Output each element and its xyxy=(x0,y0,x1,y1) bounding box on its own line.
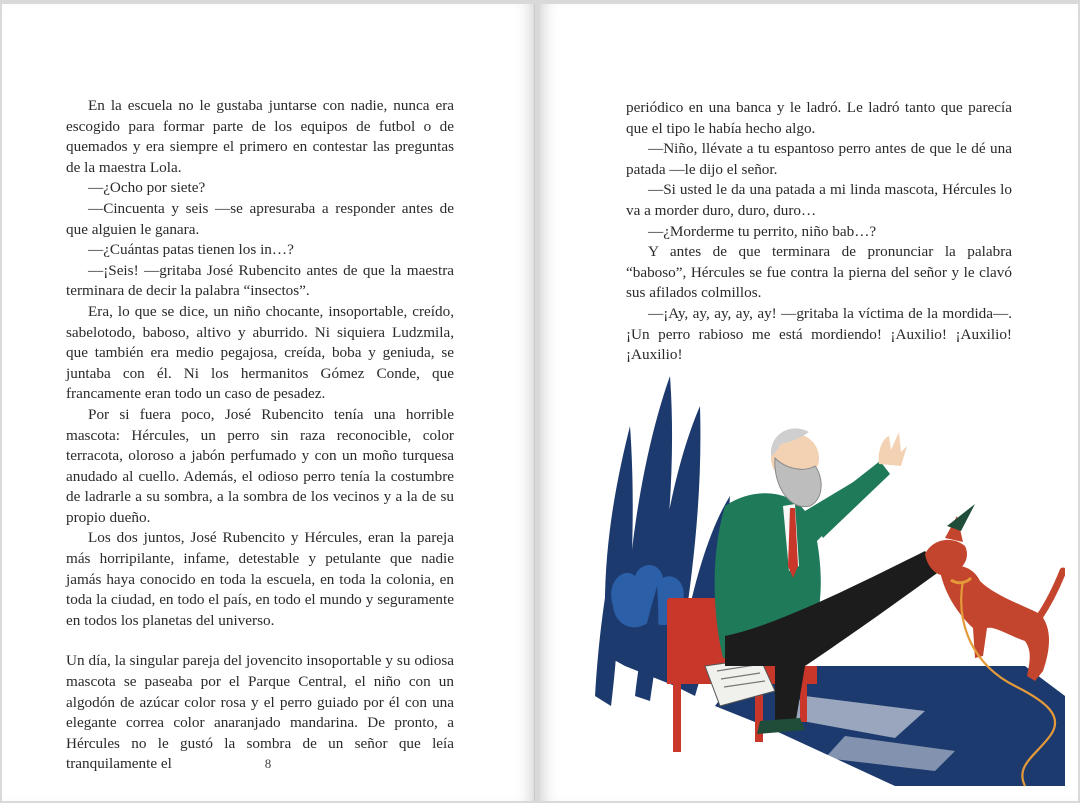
paragraph: —¿Cuántas patas tienen los in…? xyxy=(88,241,294,259)
paragraph: —¿Morderme tu perrito, niño bab…? xyxy=(648,222,877,240)
paragraph: —¿Ocho por siete? xyxy=(88,179,206,197)
paragraph: —Cincuenta y seis —se apresuraba a responder antes de que alguien le ganara. xyxy=(66,199,454,238)
man-arm xyxy=(810,461,890,538)
left-page xyxy=(2,4,535,801)
paragraph: Los dos juntos, José Rubencito y Hércules, eran la pareja más horripilante, infame, detestable y petulante que nadie jamás haya conocido en toda la escuela, en toda la colonia, en toda la ciudad, en todo el país, en todo el mundo y seguramente en todos los planetas del universo. xyxy=(66,529,454,629)
paragraph: Y antes de que terminara de pronunciar la palabra “baboso”, Hércules se fue contra la pierna del señor y le clavó sus afilados colmillos. xyxy=(626,243,1012,302)
paragraph: Era, lo que se dice, un niño chocante, insoportable, creído, sabelotodo, baboso, altivo y aburrido. Ni siquiera Ludzmila, que también era medio pegajosa, creída, boba y geniuda, se juntaba con él. Ni los hermanitos Gómez Conde, que francamente eran todo un caso de pesadez. xyxy=(66,302,454,403)
bench-leg xyxy=(673,682,681,752)
paragraph: Por si fuera poco, José Rubencito tenía una horrible mascota: Hércules, un perro sin raza reconocible, color terracota, oloroso a jabón perfumado y con un moño turquesa anudado al cuello. Además, el odioso perro tenía la costumbre de ladrarle a su sombra, a la sombra de los vecinos y a la de su propio dueño. xyxy=(66,405,454,526)
right-page-text xyxy=(626,98,1012,366)
paragraph: —Si usted le da una patada a mi linda mascota, Hércules lo va a morder duro, duro, duro… xyxy=(626,181,1012,219)
left-page-text xyxy=(66,96,454,775)
right-page xyxy=(540,4,1078,801)
paragraph: Un día, la singular pareja del jovencito insoportable y su odiosa mascota se paseaba por el Parque Central, el niño con un algodón de azúcar color rosa y el perro guiado por él con una elegante correa color anaranjado mandarina. De pronto, a Hércules no le gustó la sombra de un señor que leía tranquilamente el xyxy=(66,652,454,773)
page-number: 8 xyxy=(264,756,272,771)
paragraph: —¡Seis! —gritaba José Rubencito antes de que la maestra terminara de decir la palabra “insectos”. xyxy=(66,261,454,300)
paragraph: periódico en una banca y le ladró. Le ladró tanto que parecía que el tipo le había hecho algo. xyxy=(626,99,1012,137)
dog-hat xyxy=(947,504,975,531)
dog-tail xyxy=(1040,571,1063,616)
paragraph: —¡Ay, ay, ay, ay, ay! —gritaba la víctima de la mordida—. ¡Un perro rabioso me está mordiendo! ¡Auxilio! ¡Auxilio! ¡Auxilio! xyxy=(626,304,1012,364)
illustration-man-bitten-by-dog xyxy=(595,366,1065,798)
paragraph: —Niño, llévate a tu espantoso perro antes de que le dé una patada —le dijo el señor. xyxy=(626,140,1012,178)
man-hand xyxy=(879,432,907,466)
paragraph: En la escuela no le gustaba juntarse con nadie, nunca era escogido para formar parte de los equipos de futbol o de quemados y era siempre el primero en contestar las preguntas de la maestra Lola. xyxy=(66,97,454,176)
